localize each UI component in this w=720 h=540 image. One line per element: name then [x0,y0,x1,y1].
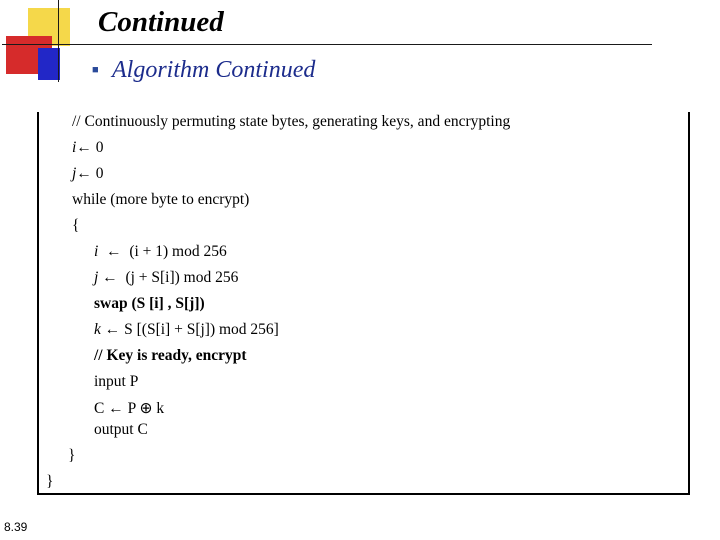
arrow: ← [106,243,122,260]
i-init-rest: ← 0 [76,139,104,156]
var-i: i [72,139,77,156]
algorithm-box-left-edge [37,112,39,495]
code-comment-key-ready: // Key is ready, encrypt [94,347,247,364]
decor-horizontal-line [2,44,652,45]
j-init-rest: ← 0 [76,165,104,182]
slide-subtitle [112,57,315,84]
code-open-brace: { [72,217,80,234]
var-k: k [94,321,101,338]
code-close-brace-outer: } [46,473,54,490]
code-k-line [94,321,279,339]
code-i-update [94,243,227,261]
var-j: j [72,165,77,182]
var-i: i [94,243,99,260]
subtitle-rest: Continued [209,57,316,83]
code-close-brace-inner: } [68,447,76,464]
subtitle-italic-word: Algorithm [112,57,210,83]
decor-vertical-line [58,0,59,82]
code-j-update [94,269,238,287]
page-number: 8.39 [4,520,28,534]
j-update-rest: (j + S[i]) mod 256 [125,269,239,286]
decor-blue-square [38,48,60,80]
code-while: while (more byte to encrypt) [72,191,250,208]
code-j-init [72,165,103,183]
slide-title: Continued [98,6,224,38]
var-j: j [94,269,99,286]
code-swap: swap (S [i] , S[j]) [94,295,205,312]
k-line-rest: ← S [(S[i] + S[j]) mod 256] [104,321,279,338]
code-output: output C [94,421,148,438]
code-c-line: C ← P ⊕ k [94,400,165,417]
i-update-rest: (i + 1) mod 256 [129,243,227,260]
code-input: input P [94,373,139,390]
bullet-icon: ■ [92,64,99,76]
code-comment-permuting: // Continuously permuting state bytes, generating keys, and encrypting [72,113,511,130]
arrow: ← [102,269,118,286]
code-i-init [72,139,103,157]
